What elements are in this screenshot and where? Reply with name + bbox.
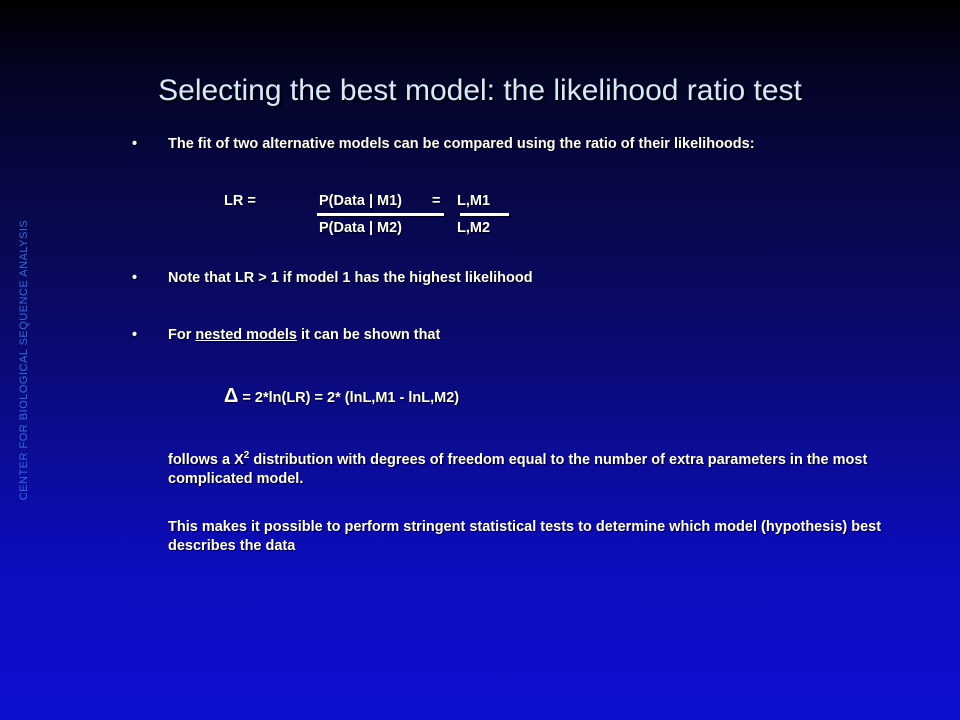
delta-equation (224, 385, 459, 408)
conclusion-paragraph: This makes it possible to perform stringent statistical tests to determine which model (hypothesis) best describes the data (168, 519, 882, 554)
para-before: follows a X (168, 451, 244, 468)
bullet-marker: • (132, 270, 138, 286)
lr-denominator-prob: P(Data | M2) (319, 220, 403, 236)
side-label: CENTER FOR BIOLOGICAL SEQUENCE ANALYSIS (18, 219, 30, 501)
bullet-text: The fit of two alternative models can be compared using the ratio of their likelihoods: (168, 136, 755, 152)
nested-models-term: nested models (195, 327, 297, 343)
bullet-marker: • (132, 136, 138, 152)
slide-title: Selecting the best model: the likelihood ratio test (158, 74, 802, 107)
chi-square-paragraph (168, 446, 928, 489)
superscript: 2 (243, 450, 250, 461)
bullet-text (168, 327, 440, 343)
bullet-text: Note that LR > 1 if model 1 has the highest likelihood (168, 270, 533, 286)
para-after: distribution with degrees of freedom equal to the number of extra parameters in the most complicated model. (168, 451, 868, 487)
bullet-text-suffix: it can be shown that (296, 327, 441, 343)
bullet-marker: • (132, 327, 138, 343)
lr-denominator-likelihood: L,M2 (457, 220, 491, 236)
delta-symbol: Δ (224, 385, 239, 407)
bullet-text-prefix: For (168, 327, 196, 343)
lr-equals: = (432, 193, 441, 209)
fraction-bar (317, 213, 444, 216)
lr-lhs: LR = (224, 193, 256, 209)
lr-numerator-prob: P(Data | M1) (319, 193, 403, 209)
fraction-bar (460, 213, 509, 216)
delta-expression: = 2*ln(LR) = 2* (lnL,M1 - lnL,M2) (238, 390, 460, 406)
lr-numerator-likelihood: L,M1 (457, 193, 491, 209)
